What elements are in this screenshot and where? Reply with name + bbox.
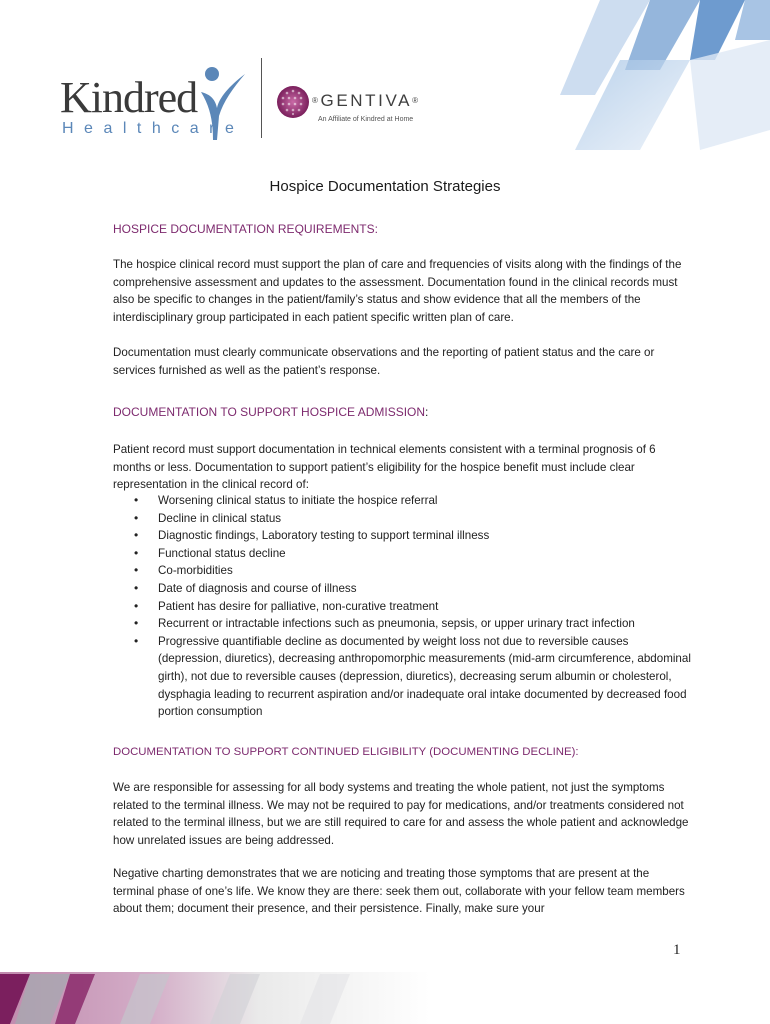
list-item: • Diagnostic findings, Laboratory testing to support terminal illness	[113, 527, 693, 545]
admission-criteria-list	[113, 492, 693, 721]
list-item: • Patient has desire for palliative, non-curative treatment	[113, 598, 693, 616]
continued-paragraph-2: Negative charting demonstrates that we are noticing and treating those symptoms that are present at the terminal phase of one’s life. We know they are there: seek them out, collaborate with your fellow team members about them; document their presence, and their persistence. Finally, make sure your	[113, 867, 685, 916]
gentiva-logo-wordmark	[312, 91, 421, 111]
admission-intro-paragraph: Patient record must support documentation in technical elements consistent with a terminal prognosis of 6 months or less. Documentation to support patient’s eligibility for the hospice benefit must include clear representation in the clinical record of:	[113, 443, 656, 492]
continued-p1-after: , not just the symptoms related to the terminal illness. We may not be required to pay for medications, and/or treatments considered not related to the terminal illness, but we are still required to care for and assess the whole patient and acknowledge how unrelated issues are being addressed.	[113, 781, 689, 847]
list-item: • Date of diagnosis and course of illness	[113, 580, 693, 598]
list-item: • Co-morbidities	[113, 562, 693, 580]
section-heading-requirements: HOSPICE DOCUMENTATION REQUIREMENTS:	[113, 222, 378, 236]
kindred-logo-subtitle: Healthcare	[62, 120, 245, 137]
section-heading-admission	[113, 404, 428, 420]
section-heading-continued-eligibility: DOCUMENTATION TO SUPPORT CONTINUED ELIGIBILITY (DOCUMENTING DECLINE):	[113, 746, 579, 758]
gentiva-tagline: An Affiliate of Kindred at Home	[318, 116, 414, 123]
continued-paragraph-1	[113, 779, 693, 849]
list-item: • Recurrent or intractable infections such as pneumonia, sepsis, or upper urinary tract infection	[113, 615, 693, 633]
document-title: Hospice Documentation Strategies	[269, 178, 501, 195]
decorative-stripes-bottom	[0, 964, 770, 1024]
kindred-logo-wordmark: Kindred	[60, 73, 198, 122]
admission-heading-text: DOCUMENTATION TO SUPPORT HOSPICE ADMISSION	[113, 405, 426, 419]
list-item: • Functional status decline	[113, 545, 693, 563]
list-item: • Worsening clinical status to initiate the hospice referral	[113, 492, 693, 510]
kindred-figure-icon	[195, 64, 247, 140]
gentiva-name: GENTIVA	[320, 91, 413, 110]
gentiva-registered-mark-end: ®	[412, 96, 421, 105]
page-number: 1	[673, 942, 681, 958]
list-item: • Decline in clinical status	[113, 510, 693, 528]
gentiva-globe-icon	[276, 85, 310, 119]
continued-p1-emphasis: the whole patient	[457, 781, 546, 794]
requirements-paragraph-2: Documentation must clearly communicate observations and the reporting of patient status and the care or services furnished as well as the patient’s response.	[113, 346, 655, 377]
admission-heading-colon: :	[425, 405, 429, 419]
list-item: • Progressive quantifiable decline as documented by weight loss not due to reversible causes (depression, diuretics), decreasing anthropomorphic measurements (mid-arm circumference, abdominal girth), not due to reversible causes (depression, diuretics), decreasing serum albumin or cholesterol, dysphagia leading to recurrent aspiration and/or inadequate oral intake documented by decreased food portion consumption	[113, 633, 693, 721]
continued-p1-before: We are responsible for assessing for all body systems and treating	[113, 781, 458, 794]
gentiva-registered-mark: ®	[312, 96, 321, 105]
requirements-paragraph-1: The hospice clinical record must support the plan of care and frequencies of visits along with the findings of the comprehensive assessment and updates to the assessment. Documentation found in the clinical records must also be specific to changes in the patient/family’s status and show evidence that all the members of the interdisciplinary group participated in each patient specific written plan of care.	[113, 258, 682, 324]
logo-divider	[261, 58, 262, 138]
